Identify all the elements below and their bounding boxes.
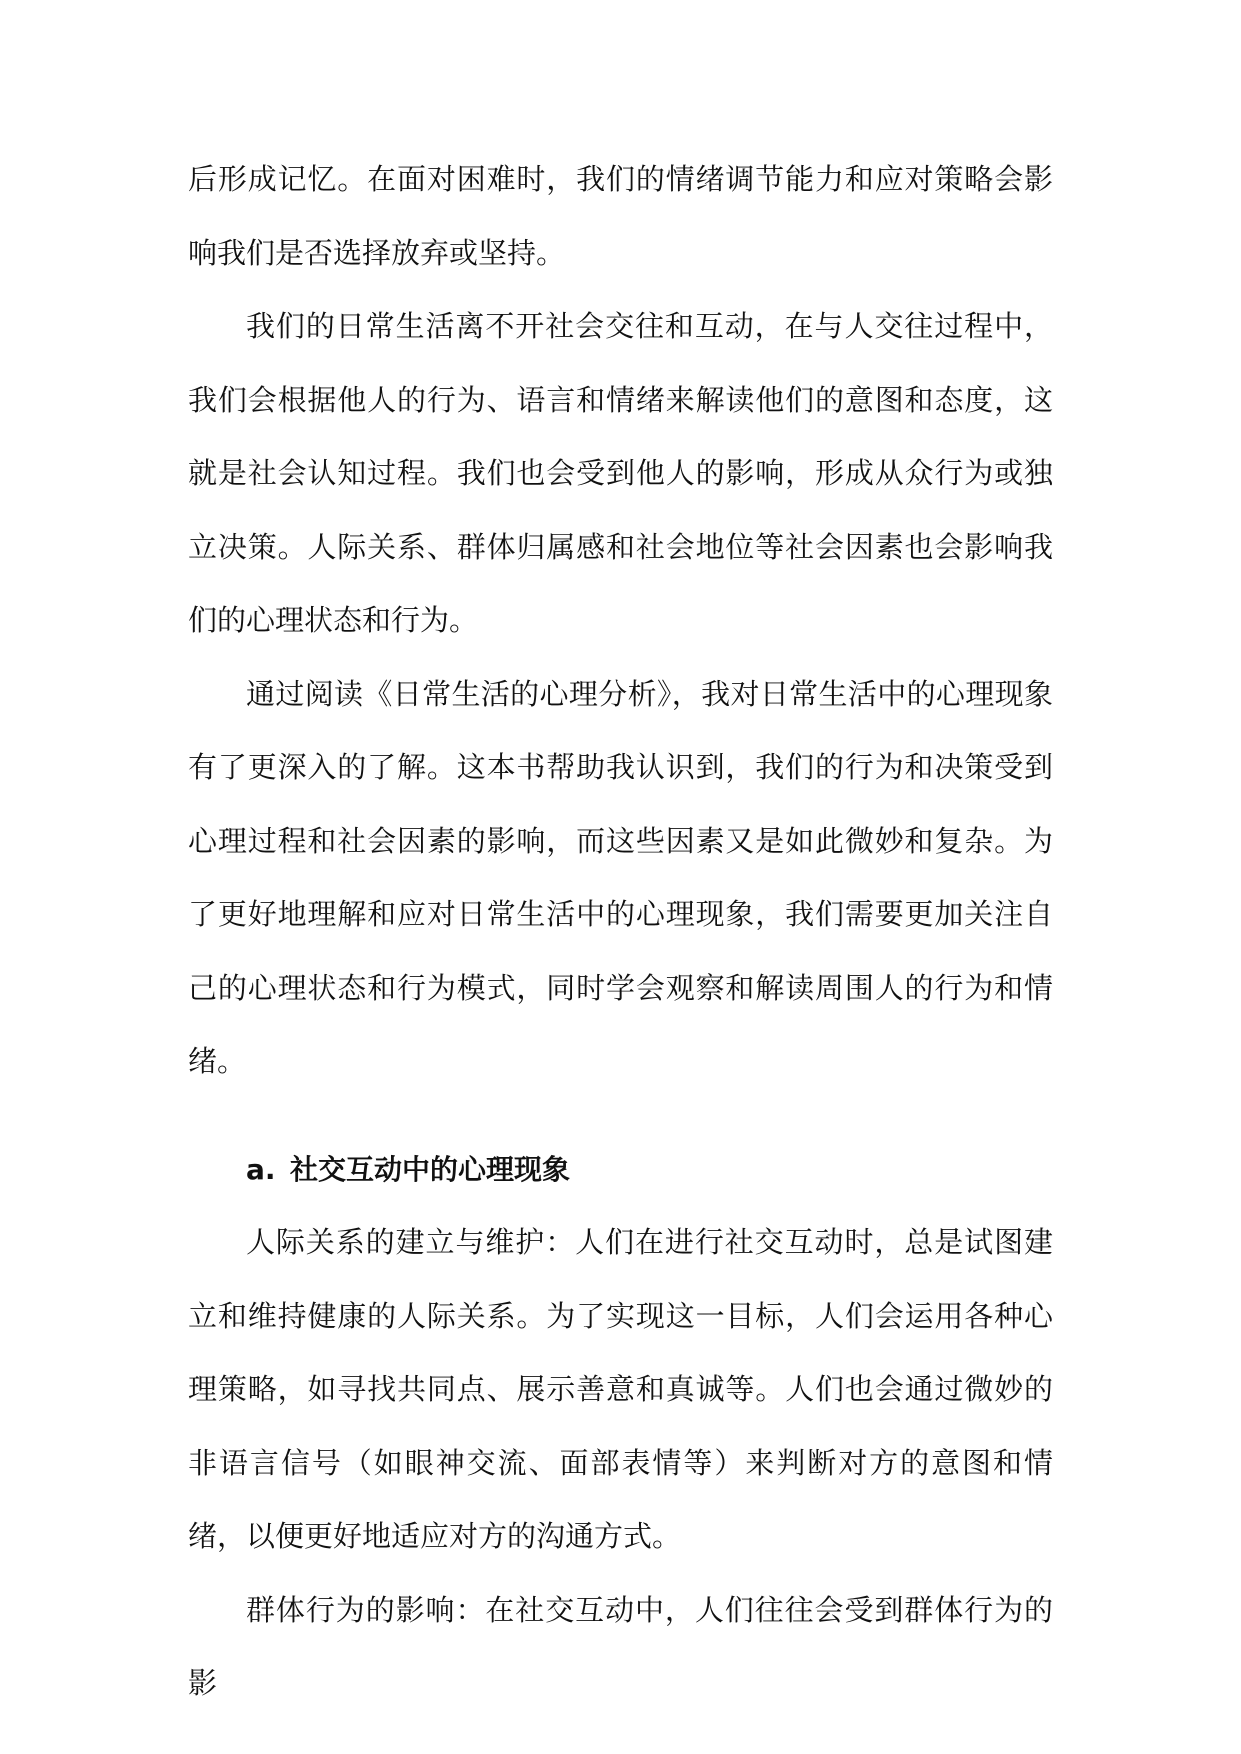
paragraph-continuation: 后形成记忆。在面对困难时，我们的情绪调节能力和应对策略会影响我们是否选择放弃或坚持。 [188,162,1053,270]
paragraph-book-reflection: 通过阅读《日常生活的心理分析》，我对日常生活中的心理现象有了更深入的了解。这本书帮助我认识到，我们的行为和决策受到心理过程和社会因素的影响，而这些因素又是如此微妙和复杂。为了更好地理解和应对日常生活中的心理现象，我们需要更加关注自己的心理状态和行为模式，同时学会观察和解读周围人的行为和情绪。 [188,676,1053,1078]
paragraph-social-interaction: 我们的日常生活离不开社会交往和互动，在与人交往过程中，我们会根据他人的行为、语言和情绪来解读他们的意图和态度，这就是社会认知过程。我们也会受到他人的影响，形成从众行为或独立决策。人际关系、群体归属感和社会地位等社会因素也会影响我们的心理状态和行为。 [188,309,1053,637]
section-heading [188,1133,1053,1207]
paragraph-relationships: 人际关系的建立与维护：人们在进行社交互动时，总是试图建立和维持健康的人际关系。为了实现这一目标，人们会运用各种心理策略，如寻找共同点、展示善意和真诚等。人们也会通过微妙的非语言信号（如眼神交流、面部表情等）来判断对方的意图和情绪，以便更好地适应对方的沟通方式。 [188,1225,1053,1553]
section-heading-marker: a. [246,1152,276,1186]
document-body [188,143,1053,1721]
section-heading-title: 社交互动中的心理现象 [290,1152,571,1186]
paragraph-group-behavior: 群体行为的影响：在社交互动中，人们往往会受到群体行为的影 [188,1592,1053,1700]
